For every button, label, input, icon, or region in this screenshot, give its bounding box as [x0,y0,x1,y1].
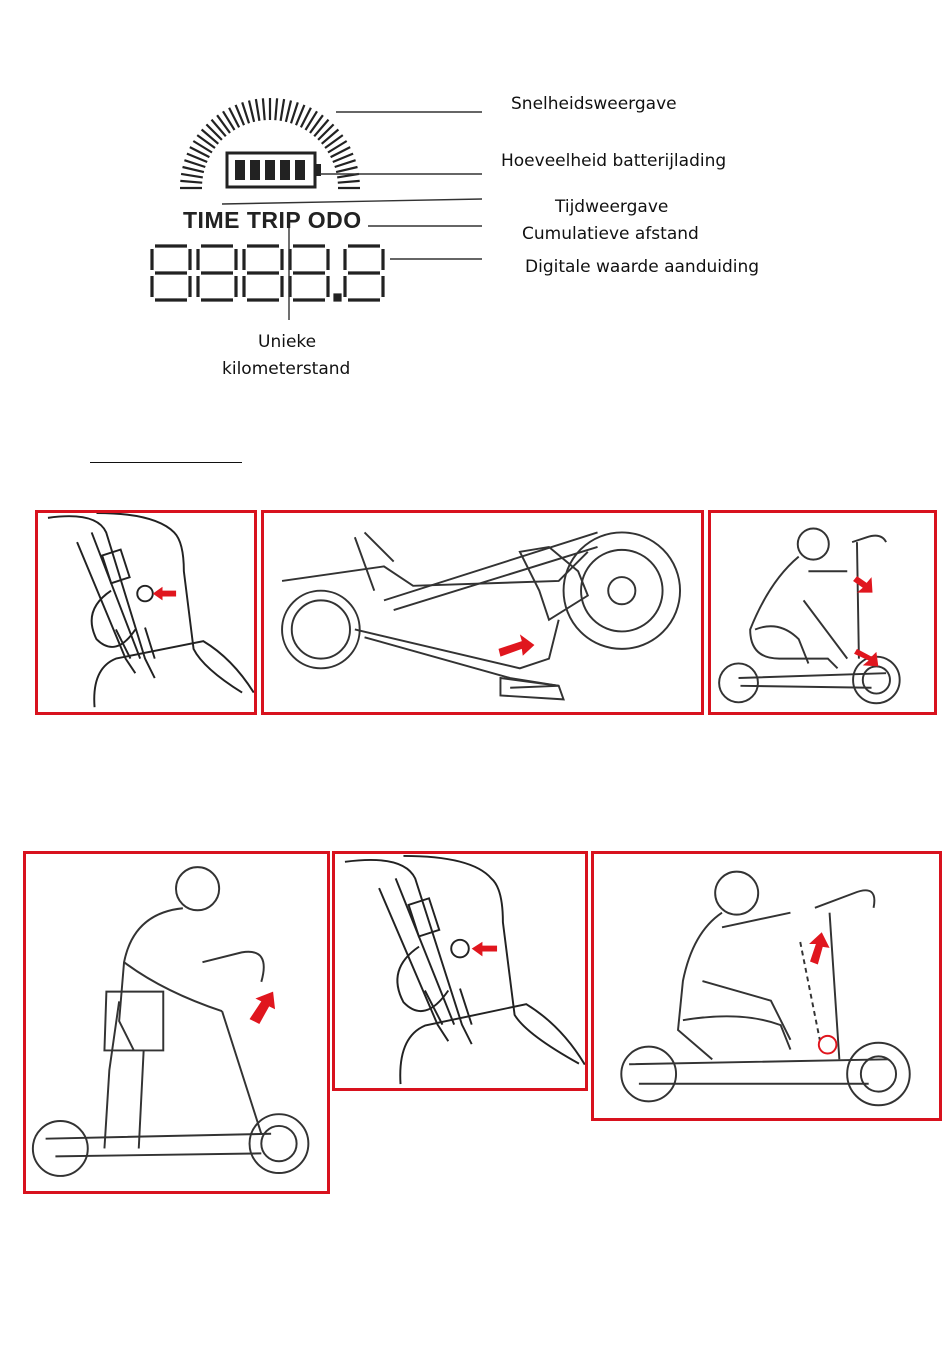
person-unfolding-drawing [711,513,934,712]
lcd-digits [152,246,383,300]
battery-bar [265,160,275,180]
gauge-ray [183,167,204,172]
odo-label-line1: Unieke [258,332,317,352]
odo-label-line2: kilometerstand [222,359,351,379]
gauge-ray [206,124,222,139]
gauge-ray [275,98,277,120]
figure-latch-closeup-2 [332,851,588,1091]
gauge-ray [184,160,205,167]
gauge-ray [318,124,334,139]
figure-person-unfolding [708,510,937,715]
gauge-ray [202,130,219,144]
person-folding-drawing [594,854,939,1118]
battery-bar [295,160,305,180]
gauge-ray [181,174,203,178]
battery-bar [250,160,260,180]
gauge-ray [281,99,285,121]
gauge-ray [242,102,249,123]
gauge-ray [338,181,360,183]
lcd-modes-text: TIME TRIP ODO [183,207,362,233]
gauge-ray [322,130,339,144]
gauge-ray [291,102,298,123]
lcd-digit [244,246,282,300]
battery-label: Hoeveelheid batterijlading [501,151,727,171]
gauge-ray [314,120,328,137]
latch-closeup-drawing-2 [335,854,585,1088]
figure-person-lifting-handle [23,851,330,1194]
time-label: Tijdweergave [555,197,669,217]
battery-icon [227,153,321,187]
lcd-digit [152,246,190,300]
lcd-digit [345,246,383,300]
gauge-ray [335,160,356,167]
lcd-digit [290,246,328,300]
figure-latch-closeup-1 [35,510,257,715]
gauge-ray [249,101,254,122]
gauge-ray [212,120,226,137]
person-lifting-drawing [26,854,327,1191]
battery-bar [235,160,245,180]
lcd-digit [198,246,236,300]
gauge-ray [286,101,291,122]
lcd-decimal-point [335,295,340,300]
digital-label: Digitale waarde aanduiding [525,257,760,277]
speed-label: Snelheidsweergave [511,94,677,114]
section-divider [90,462,242,463]
gauge-ray [256,99,260,121]
gauge-ray [263,98,265,120]
gauge-ray [336,167,357,172]
figure-person-folding [591,851,942,1121]
gauge-ray [180,181,202,183]
latch-closeup-drawing [38,513,254,712]
battery-bar [280,160,290,180]
scooter-folded-drawing [264,513,701,712]
display-diagram [140,70,500,330]
cumulative-label: Cumulatieve afstand [522,224,699,244]
figure-scooter-folded [261,510,704,715]
